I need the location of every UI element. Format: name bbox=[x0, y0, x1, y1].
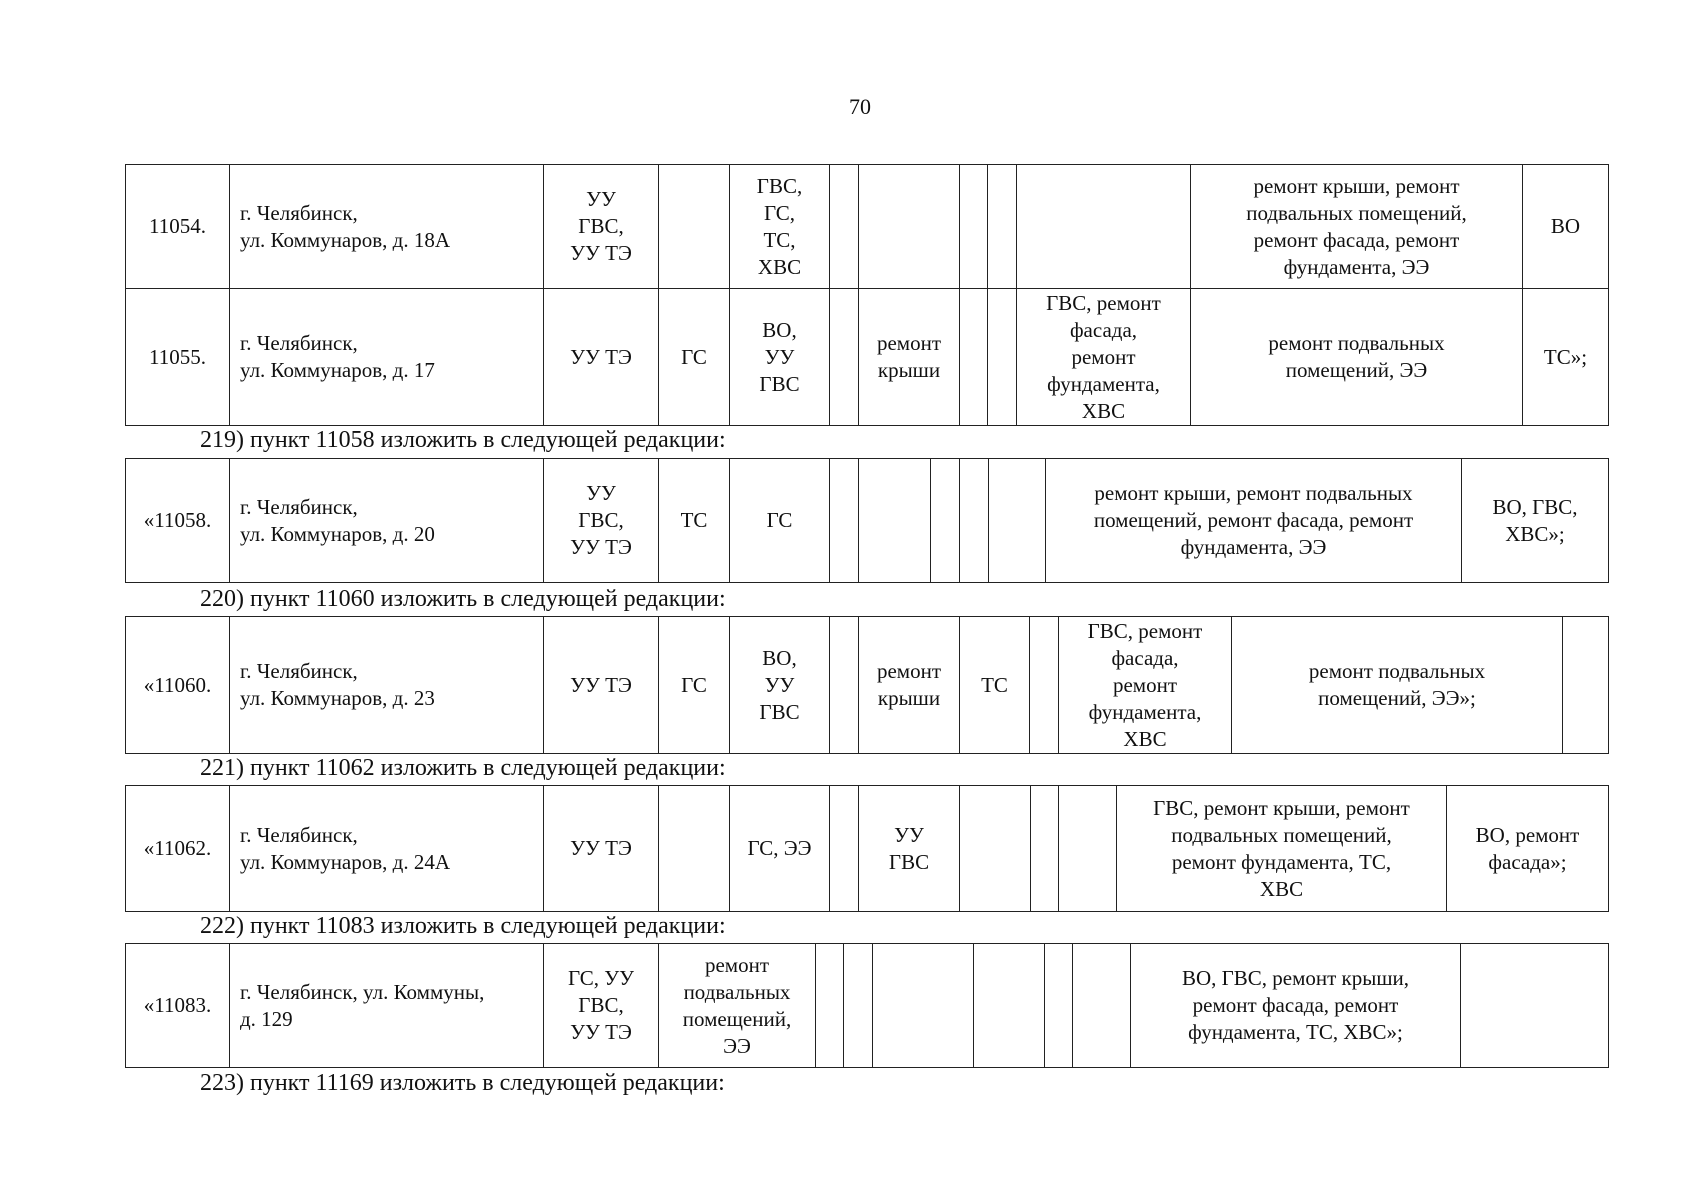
item-220-text: 220) пункт 11060 изложить в следующей редакции: bbox=[200, 586, 726, 612]
table-item-11062 bbox=[125, 785, 1609, 912]
item-number: «11083. bbox=[126, 944, 230, 1068]
metering-cell: УУ ГВС, УУ ТЭ bbox=[544, 165, 659, 289]
table-item-11058 bbox=[125, 458, 1609, 583]
cell-c5: ВО, УУ ГВС bbox=[730, 617, 830, 754]
cell-c8 bbox=[960, 289, 988, 426]
cell-c6 bbox=[830, 165, 859, 289]
address-cell: г. Челябинск, ул. Коммунаров, д. 23 bbox=[230, 617, 544, 754]
table-row bbox=[126, 617, 1609, 754]
cell-c5: ГС, ЭЭ bbox=[730, 786, 830, 912]
cell-c5: ГВС, ГС, ТС, ХВС bbox=[730, 165, 830, 289]
cell-c12 bbox=[1461, 944, 1609, 1068]
works-cell: ВО, ГВС, ремонт крыши, ремонт фасада, ремонт фундамента, ТС, ХВС»; bbox=[1131, 944, 1461, 1068]
cell-c6 bbox=[844, 944, 873, 1068]
metering-cell: УУ ТЭ bbox=[544, 786, 659, 912]
item-221-text: 221) пункт 11062 изложить в следующей редакции: bbox=[200, 755, 726, 781]
cell-c7 bbox=[873, 944, 974, 1068]
table-row bbox=[126, 459, 1609, 583]
works-cell: ремонт крыши, ремонт подвальных помещений, ремонт фасада, ремонт фундамента, ЭЭ bbox=[1046, 459, 1462, 583]
item-number: 11055. bbox=[126, 289, 230, 426]
item-222-text: 222) пункт 11083 изложить в следующей редакции: bbox=[200, 913, 726, 939]
cell-c9 bbox=[988, 289, 1017, 426]
metering-cell: УУ ТЭ bbox=[544, 289, 659, 426]
table-row bbox=[126, 786, 1609, 912]
item-number: 11054. bbox=[126, 165, 230, 289]
table-item-11060 bbox=[125, 616, 1609, 754]
cell-c10: ГВС, ремонт фасада, ремонт фундамента, ХВС bbox=[1059, 617, 1232, 754]
works-cell: ремонт подвальных помещений, ЭЭ»; bbox=[1232, 617, 1563, 754]
cell-c7 bbox=[859, 459, 931, 583]
table-items-11054-11055 bbox=[125, 164, 1609, 426]
cell-c9 bbox=[1031, 786, 1059, 912]
cell-c10 bbox=[1059, 786, 1117, 912]
cell-c4: ТС bbox=[659, 459, 730, 583]
cell-c9 bbox=[988, 165, 1017, 289]
cell-c4 bbox=[659, 165, 730, 289]
cell-c8 bbox=[931, 459, 960, 583]
cell-c12: ВО, ГВС, ХВС»; bbox=[1462, 459, 1609, 583]
table-row bbox=[126, 289, 1609, 426]
works-cell: ремонт подвальных помещений, ЭЭ bbox=[1191, 289, 1523, 426]
address-cell: г. Челябинск, ул. Коммунаров, д. 24А bbox=[230, 786, 544, 912]
address-cell: г. Челябинск, ул. Коммуны, д. 129 bbox=[230, 944, 544, 1068]
table-row bbox=[126, 944, 1609, 1068]
address-cell: г. Челябинск, ул. Коммунаров, д. 18А bbox=[230, 165, 544, 289]
cell-c7: УУ ГВС bbox=[859, 786, 960, 912]
table-item-11083 bbox=[125, 943, 1609, 1068]
page-number: 70 bbox=[849, 94, 871, 119]
metering-cell: УУ ГВС, УУ ТЭ bbox=[544, 459, 659, 583]
item-223-text: 223) пункт 11169 изложить в следующей редакции: bbox=[200, 1070, 725, 1096]
cell-c9 bbox=[1030, 617, 1059, 754]
cell-c6 bbox=[830, 459, 859, 583]
cell-c4 bbox=[659, 786, 730, 912]
cell-c10: ГВС, ремонт фасада, ремонт фундамента, ХВС bbox=[1017, 289, 1191, 426]
cell-c8 bbox=[960, 165, 988, 289]
cell-c10 bbox=[1017, 165, 1191, 289]
cell-c10 bbox=[989, 459, 1046, 583]
cell-c7 bbox=[859, 165, 960, 289]
cell-c9 bbox=[960, 459, 989, 583]
metering-cell: УУ ТЭ bbox=[544, 617, 659, 754]
cell-c12 bbox=[1563, 617, 1609, 754]
cell-c6 bbox=[830, 617, 859, 754]
cell-c4: ГС bbox=[659, 617, 730, 754]
cell-c4: ГС bbox=[659, 289, 730, 426]
cell-c12: ТС»; bbox=[1523, 289, 1609, 426]
address-cell: г. Челябинск, ул. Коммунаров, д. 20 bbox=[230, 459, 544, 583]
cell-c7: ремонт крыши bbox=[859, 617, 960, 754]
cell-c8: ТС bbox=[960, 617, 1030, 754]
table-row bbox=[126, 165, 1609, 289]
cell-c7: ремонт крыши bbox=[859, 289, 960, 426]
cell-c5 bbox=[816, 944, 844, 1068]
cell-c10 bbox=[1073, 944, 1131, 1068]
cell-c5: ВО, УУ ГВС bbox=[730, 289, 830, 426]
cell-c12: ВО bbox=[1523, 165, 1609, 289]
item-number: «11062. bbox=[126, 786, 230, 912]
item-number: «11058. bbox=[126, 459, 230, 583]
cell-c6 bbox=[830, 786, 859, 912]
cell-c8 bbox=[960, 786, 1031, 912]
cell-c9 bbox=[1045, 944, 1073, 1068]
address-cell: г. Челябинск, ул. Коммунаров, д. 17 bbox=[230, 289, 544, 426]
cell-c12: ВО, ремонт фасада»; bbox=[1447, 786, 1609, 912]
cell-c6 bbox=[830, 289, 859, 426]
works-cell: ремонт крыши, ремонт подвальных помещений, ремонт фасада, ремонт фундамента, ЭЭ bbox=[1191, 165, 1523, 289]
cell-c4: ремонт подвальных помещений, ЭЭ bbox=[659, 944, 816, 1068]
item-219-text: 219) пункт 11058 изложить в следующей редакции: bbox=[200, 427, 726, 453]
metering-cell: ГС, УУ ГВС, УУ ТЭ bbox=[544, 944, 659, 1068]
cell-c8 bbox=[974, 944, 1045, 1068]
works-cell: ГВС, ремонт крыши, ремонт подвальных помещений, ремонт фундамента, ТС, ХВС bbox=[1117, 786, 1447, 912]
item-number: «11060. bbox=[126, 617, 230, 754]
cell-c5: ГС bbox=[730, 459, 830, 583]
